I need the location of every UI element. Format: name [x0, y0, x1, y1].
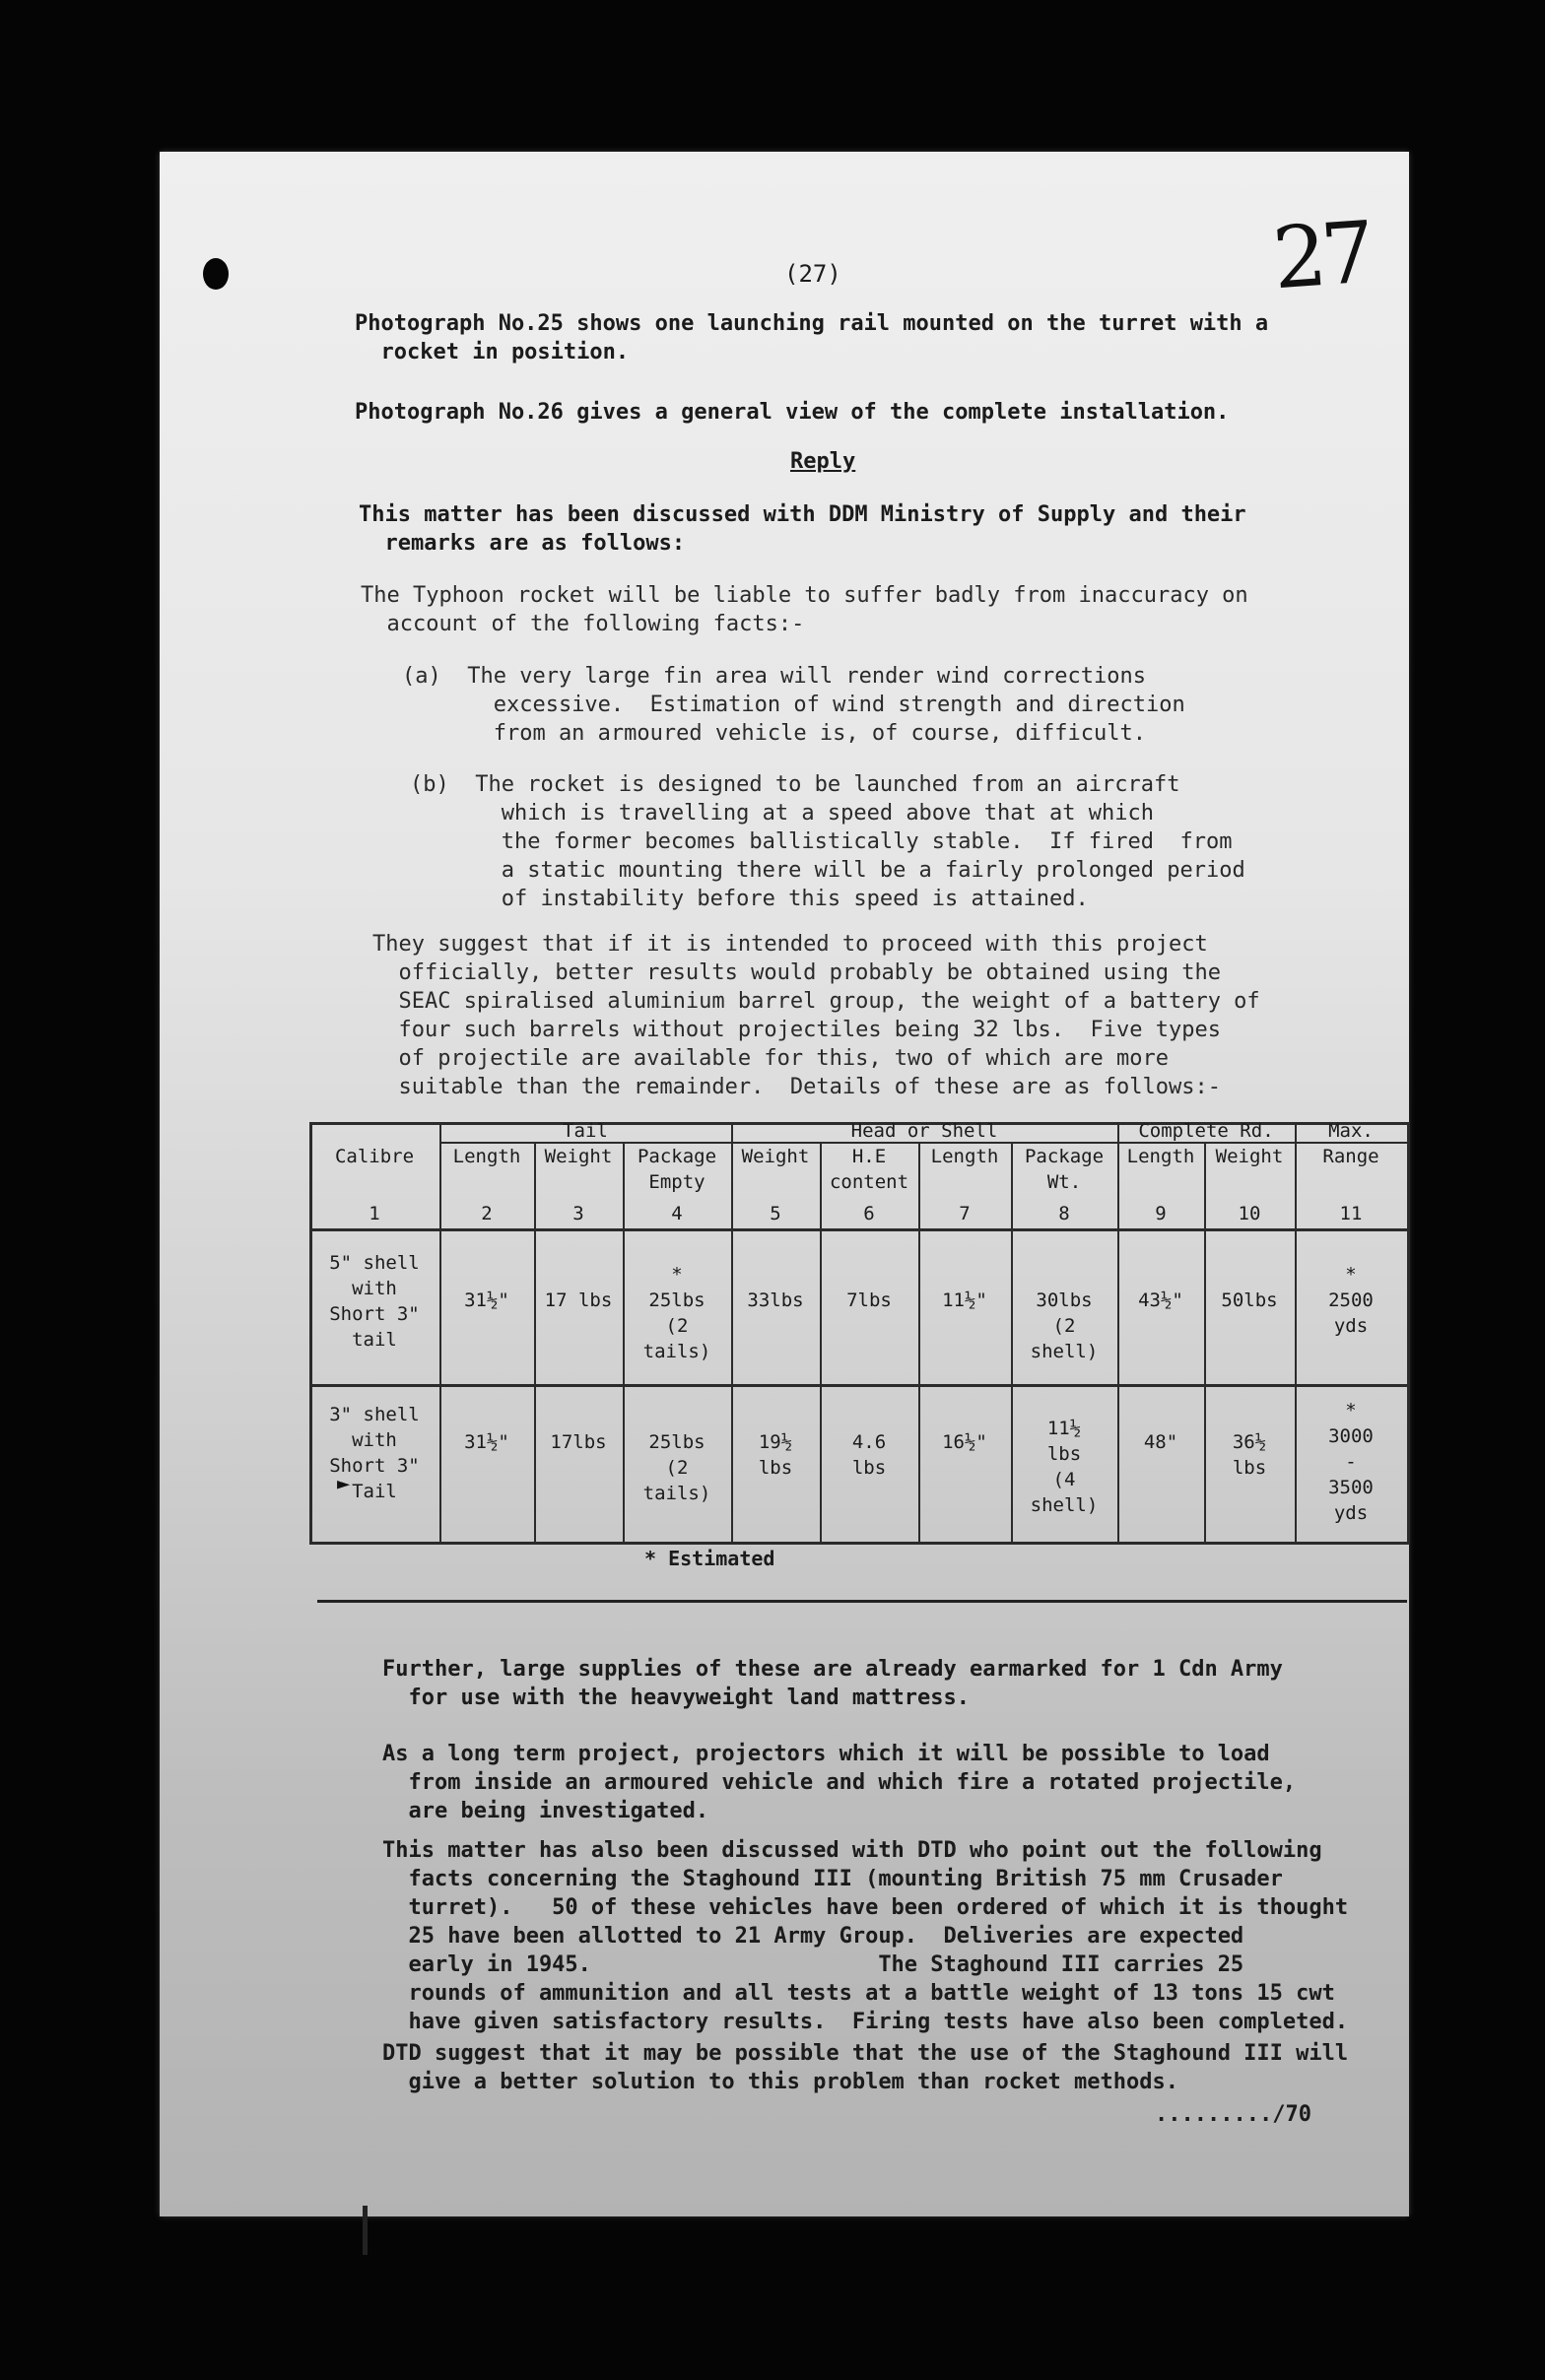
- table-cell: 17 lbs: [544, 1289, 613, 1311]
- paragraph-typhoon-rocket: The Typhoon rocket will be liable to suffer badly from inaccuracy on account of the following facts:-: [361, 583, 1248, 636]
- col-num: 9: [1155, 1203, 1167, 1224]
- col-header-range: Range: [1322, 1146, 1379, 1167]
- group-header-max: Max.: [1328, 1120, 1374, 1142]
- paragraph-long-term: As a long term project, projectors which it will be possible to load from inside an armoured vehicle and which fire a rotated projectile, are being investigated.: [382, 1742, 1297, 1823]
- page-number: (27): [784, 260, 841, 288]
- col-num: 3: [572, 1203, 584, 1224]
- table-cell: 3" shell with Short 3" Tail: [329, 1404, 420, 1502]
- table-cell: 19½ lbs: [758, 1431, 793, 1479]
- paragraph-discussed-ministry: This matter has been discussed with DDM Ministry of Supply and their remarks are as follows:: [359, 502, 1246, 556]
- table-cell: 25lbs (2 tails): [642, 1431, 711, 1504]
- table-cell: 43½": [1138, 1289, 1183, 1311]
- group-header-tail: Tail: [563, 1120, 608, 1142]
- col-num: 8: [1058, 1203, 1070, 1224]
- horizontal-rule: [317, 1600, 1407, 1603]
- continuation-mark: ........./70: [1155, 2102, 1311, 2127]
- margin-arrow-mark: ►: [337, 1472, 351, 1496]
- table-cell: 33lbs: [747, 1289, 804, 1311]
- table-cell: 11½": [942, 1289, 987, 1311]
- table-cell: 17lbs: [550, 1431, 607, 1453]
- table-cell: 5" shell with Short 3" tail: [329, 1252, 420, 1351]
- paragraph-dtd-suggest: DTD suggest that it may be possible that the use of the Staghound III will give a better solution to this problem than rocket methods.: [382, 2041, 1349, 2094]
- col-header-round-length: Length: [1126, 1146, 1195, 1167]
- col-header-package-wt: Package Wt.: [1024, 1146, 1105, 1193]
- col-header-round-weight: Weight: [1215, 1146, 1284, 1167]
- reply-heading: Reply: [790, 449, 856, 474]
- table-cell: 16½": [942, 1431, 987, 1453]
- col-header-tail-length: Length: [452, 1146, 521, 1167]
- col-header-shell-weight: Weight: [741, 1146, 810, 1167]
- paragraph-staghound: This matter has also been discussed with DTD who point out the following facts concerning the Staghound III (mounting British 75 mm Crusader turret). 50 of these vehicles have been ordered of which it is thought 25 have been allotted to 21 Army Group. Deliveries are expected early in 1945. The Staghound III carries 25 rounds of ammunition and all tests at a battle weight of 13 tons 15 cwt have given satisfactory results. Firing tests have also been completed.: [382, 1838, 1349, 2034]
- table-cell: * 2500 yds: [1328, 1264, 1374, 1337]
- col-header-he-content: H.E content: [829, 1146, 909, 1193]
- document-page: [160, 152, 1409, 2216]
- table-cell: * 25lbs (2 tails): [642, 1264, 711, 1362]
- col-num: 10: [1238, 1203, 1261, 1224]
- col-num: 11: [1339, 1203, 1363, 1224]
- table-cell: 31½": [464, 1431, 509, 1453]
- item-a: (a) The very large fin area will render wind corrections excessive. Estimation of wind strength and direction from an armoured vehicle is, of course, difficult.: [402, 664, 1185, 746]
- table-cell: 11½ lbs (4 shell): [1030, 1418, 1099, 1516]
- col-num: 6: [863, 1203, 875, 1224]
- estimated-footnote: * Estimated: [644, 1547, 775, 1570]
- table-cell: * 3000 - 3500 yds: [1328, 1400, 1374, 1524]
- paragraph-suggestion: They suggest that if it is intended to proceed with this project officially, better results would probably be obtained using the SEAC spiralised aluminium barrel group, the weight of a battery of four such barrels without projectiles being 32 lbs. Five types of projectile are available for this, two of which are more suitable than the remainder. Details of these are as follows:-: [372, 932, 1260, 1099]
- table-cell: 7lbs: [846, 1289, 892, 1311]
- col-num: 4: [671, 1203, 683, 1224]
- table-cell: 30lbs (2 shell): [1030, 1289, 1099, 1362]
- table-cell: 4.6 lbs: [851, 1431, 887, 1479]
- col-num: 2: [481, 1203, 493, 1224]
- paragraph-photo-25: Photograph No.25 shows one launching rail mounted on the turret with a rocket in position.: [355, 311, 1269, 364]
- col-header-tail-weight: Weight: [544, 1146, 613, 1167]
- col-num: 5: [770, 1203, 781, 1224]
- group-header-head-shell: Head or Shell: [850, 1120, 998, 1142]
- col-header-package-empty: Package Empty: [637, 1146, 717, 1193]
- col-num: 7: [959, 1203, 971, 1224]
- col-header-shell-length: Length: [930, 1146, 999, 1167]
- projectile-details-table: [309, 1122, 1411, 1546]
- folio-number: 27: [1269, 203, 1373, 309]
- paragraph-further-supplies: Further, large supplies of these are already earmarked for 1 Cdn Army for use with the heavyweight land mattress.: [382, 1657, 1283, 1710]
- table-cell: 36½ lbs: [1232, 1431, 1267, 1479]
- item-b: (b) The rocket is designed to be launched from an aircraft which is travelling at a speed above that at which the former becomes ballistically stable. If fired from a static mounting there will be a fairly prolonged period of instability before this speed is attained.: [410, 772, 1245, 911]
- paragraph-photo-26: Photograph No.26 gives a general view of the complete installation.: [355, 400, 1230, 425]
- table-cell: 31½": [464, 1289, 509, 1311]
- table-cell: 48": [1143, 1431, 1178, 1453]
- table-cell: 50lbs: [1221, 1289, 1278, 1311]
- col-header-calibre: Calibre: [334, 1146, 415, 1167]
- group-header-complete-round: Complete Rd.: [1138, 1120, 1274, 1142]
- punch-hole: [203, 258, 229, 290]
- margin-mark: [363, 2206, 368, 2255]
- col-num: 1: [369, 1203, 380, 1224]
